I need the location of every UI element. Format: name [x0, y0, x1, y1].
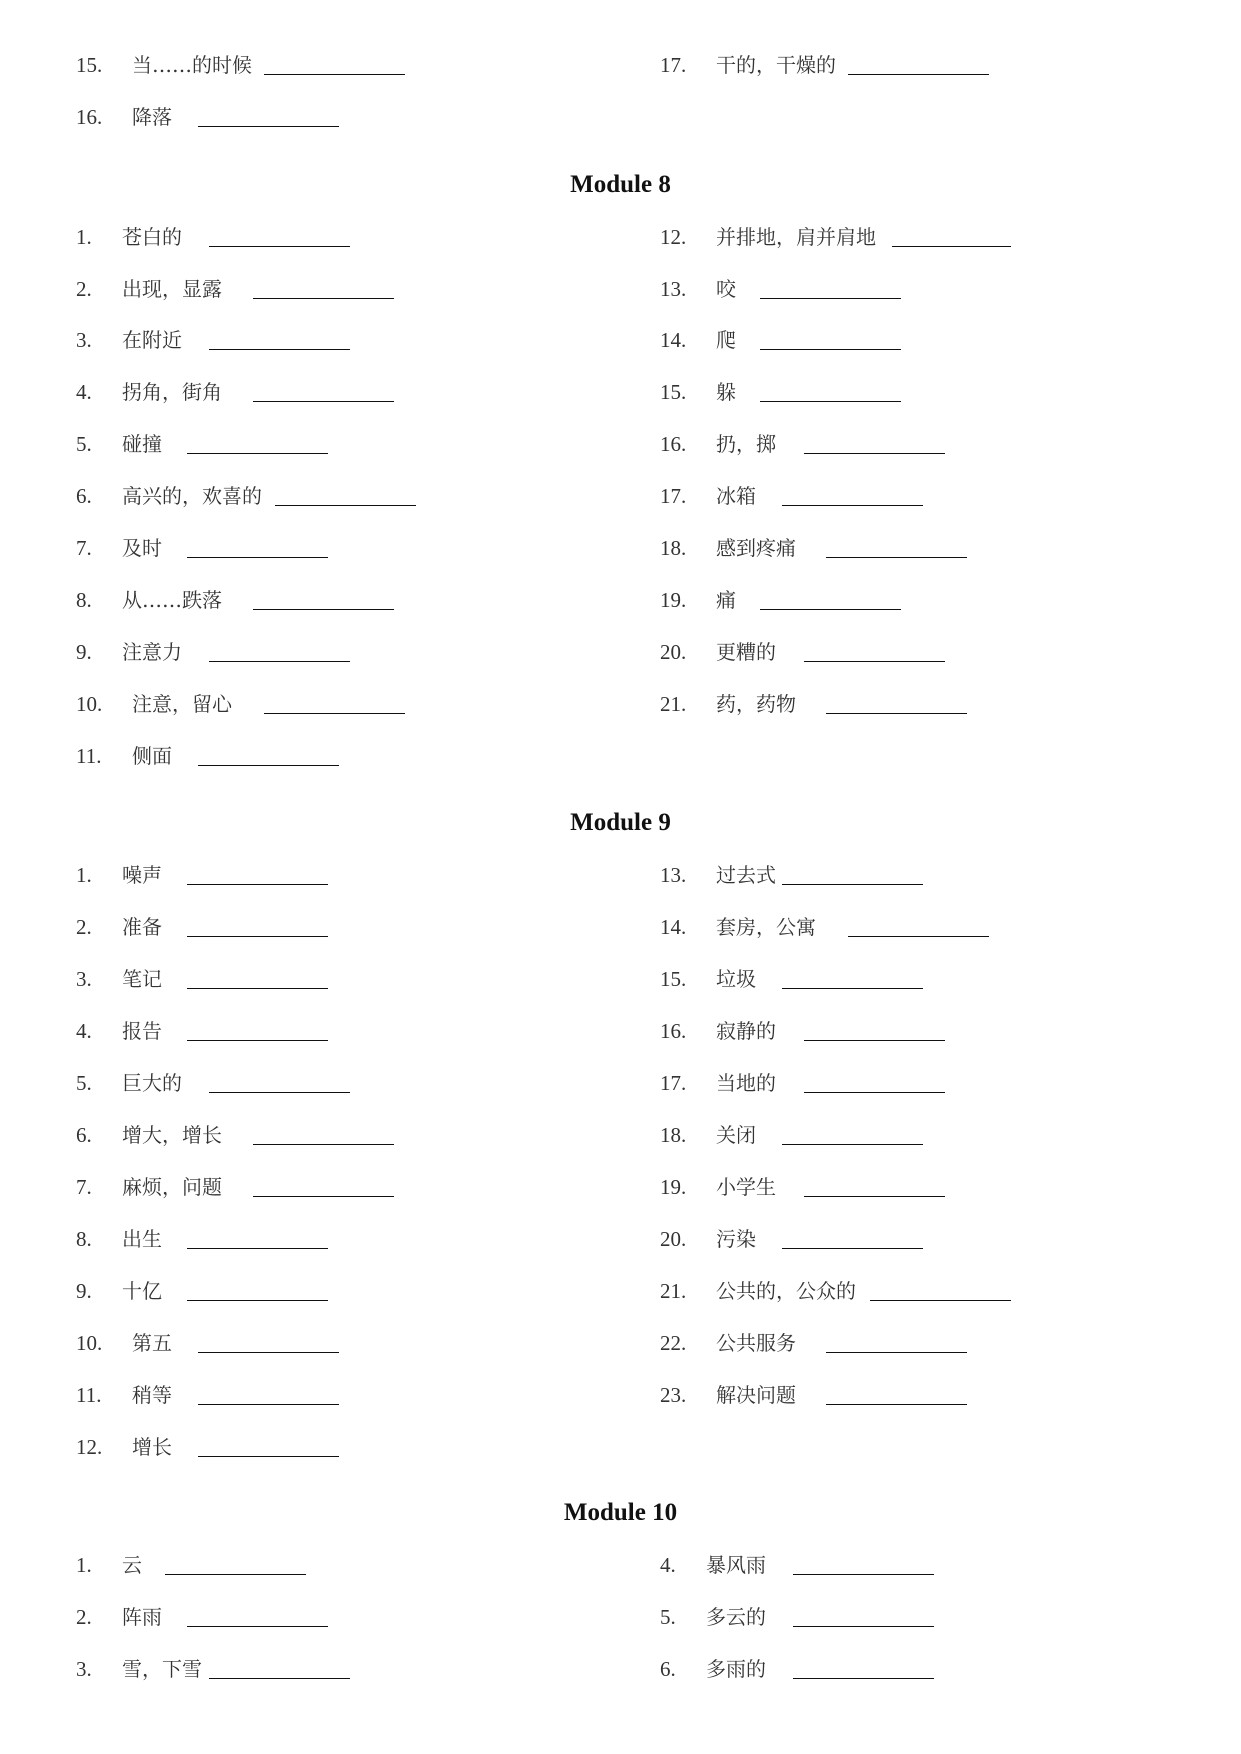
vocab-item — [660, 1603, 766, 1631]
vocab-item — [660, 1225, 756, 1253]
vocab-item — [660, 1173, 776, 1201]
item-number: 1. — [76, 863, 92, 887]
answer-blank[interactable] — [187, 557, 328, 558]
item-number: 1. — [76, 1553, 92, 1577]
item-text: 笔记 — [122, 967, 162, 991]
vocab-item — [76, 638, 182, 666]
vocab-item — [660, 1329, 796, 1357]
answer-blank[interactable] — [804, 1092, 945, 1093]
item-number: 15. — [660, 380, 687, 404]
answer-blank[interactable] — [264, 713, 405, 714]
vocab-item — [660, 223, 876, 251]
answer-blank[interactable] — [209, 246, 350, 247]
answer-blank[interactable] — [782, 988, 923, 989]
item-text: 拐角，街角 — [122, 380, 222, 404]
vocab-item — [76, 861, 162, 889]
vocab-item — [76, 586, 222, 614]
item-number: 16. — [660, 1019, 687, 1043]
vocab-item — [76, 1069, 182, 1097]
answer-blank[interactable] — [848, 74, 989, 75]
item-number: 11. — [76, 1383, 102, 1407]
vocab-item — [76, 1017, 162, 1045]
item-number: 2. — [76, 277, 92, 301]
answer-blank[interactable] — [804, 1040, 945, 1041]
item-text: 巨大的 — [122, 1071, 182, 1095]
vocab-item — [76, 1603, 162, 1631]
item-text: 噪声 — [122, 863, 162, 887]
vocab-item — [76, 1121, 222, 1149]
vocab-item — [660, 965, 756, 993]
item-text: 增长 — [132, 1435, 172, 1459]
answer-blank[interactable] — [264, 74, 405, 75]
item-text: 爬 — [716, 328, 736, 352]
answer-blank[interactable] — [826, 557, 967, 558]
answer-blank[interactable] — [209, 1092, 350, 1093]
answer-blank[interactable] — [804, 661, 945, 662]
vocab-item — [660, 378, 736, 406]
item-text: 多云的 — [706, 1605, 766, 1629]
item-number: 5. — [660, 1605, 676, 1629]
item-number: 3. — [76, 967, 92, 991]
item-number: 21. — [660, 692, 687, 716]
item-number: 11. — [76, 744, 102, 768]
item-text: 多雨的 — [706, 1657, 766, 1681]
answer-blank[interactable] — [826, 713, 967, 714]
item-text: 并排地，肩并肩地 — [716, 225, 876, 249]
answer-blank[interactable] — [253, 1144, 394, 1145]
item-number: 2. — [76, 1605, 92, 1629]
item-number: 6. — [76, 1123, 92, 1147]
answer-blank[interactable] — [760, 609, 901, 610]
item-text: 公共服务 — [716, 1331, 796, 1355]
answer-blank[interactable] — [187, 988, 328, 989]
vocab-item — [660, 638, 776, 666]
answer-blank[interactable] — [793, 1574, 934, 1575]
module-heading: Module 8 — [570, 171, 671, 198]
answer-blank[interactable] — [198, 1352, 339, 1353]
vocab-item — [76, 1277, 162, 1305]
item-number: 20. — [660, 640, 687, 664]
item-number: 15. — [660, 967, 687, 991]
vocab-item — [660, 1655, 766, 1683]
item-number: 20. — [660, 1227, 687, 1251]
item-number: 14. — [660, 915, 687, 939]
item-number: 1. — [76, 225, 92, 249]
item-number: 17. — [660, 53, 687, 77]
item-number: 10. — [76, 1331, 103, 1355]
item-number: 13. — [660, 277, 687, 301]
item-number: 5. — [76, 1071, 92, 1095]
answer-blank[interactable] — [870, 1300, 1011, 1301]
vocab-item — [76, 275, 222, 303]
item-text: 暴风雨 — [706, 1553, 766, 1577]
item-number: 7. — [76, 536, 92, 560]
item-number: 3. — [76, 1657, 92, 1681]
vocab-item — [660, 1551, 766, 1579]
item-number: 10. — [76, 692, 103, 716]
module-heading: Module 10 — [563, 1499, 678, 1526]
vocab-item — [660, 275, 736, 303]
item-text: 雪，下雪 — [122, 1657, 202, 1681]
vocab-item — [76, 103, 172, 131]
item-text: 稍等 — [132, 1383, 172, 1407]
item-number: 18. — [660, 1123, 687, 1147]
item-text: 当地的 — [716, 1071, 776, 1095]
item-number: 8. — [76, 588, 92, 612]
vocab-item — [76, 378, 222, 406]
answer-blank[interactable] — [782, 505, 923, 506]
item-text: 咬 — [716, 277, 736, 301]
item-text: 垃圾 — [716, 967, 756, 991]
vocab-item — [660, 1069, 776, 1097]
vocab-item — [660, 913, 816, 941]
item-number: 2. — [76, 915, 92, 939]
item-number: 6. — [76, 484, 92, 508]
vocab-item — [76, 913, 162, 941]
item-text: 干的，干燥的 — [716, 53, 836, 77]
item-text: 污染 — [716, 1227, 756, 1251]
vocab-item — [660, 430, 776, 458]
item-number: 7. — [76, 1175, 92, 1199]
item-text: 躲 — [716, 380, 736, 404]
item-text: 准备 — [122, 915, 162, 939]
answer-blank[interactable] — [209, 349, 350, 350]
answer-blank[interactable] — [253, 298, 394, 299]
answer-blank[interactable] — [760, 349, 901, 350]
item-text: 增大，增长 — [122, 1123, 222, 1147]
answer-blank[interactable] — [760, 401, 901, 402]
answer-blank[interactable] — [782, 1248, 923, 1249]
item-number: 16. — [76, 105, 103, 129]
item-text: 解决问题 — [716, 1383, 796, 1407]
item-text: 第五 — [132, 1331, 172, 1355]
item-number: 17. — [660, 484, 687, 508]
answer-blank[interactable] — [782, 884, 923, 885]
vocab-item — [660, 1017, 776, 1045]
item-number: 15. — [76, 53, 103, 77]
vocab-item — [660, 1381, 796, 1409]
item-number: 5. — [76, 432, 92, 456]
answer-blank[interactable] — [209, 1678, 350, 1679]
answer-blank[interactable] — [804, 1196, 945, 1197]
item-text: 出生 — [122, 1227, 162, 1251]
vocab-item — [76, 326, 182, 354]
item-text: 更糟的 — [716, 640, 776, 664]
answer-blank[interactable] — [253, 609, 394, 610]
vocab-item — [76, 1173, 222, 1201]
answer-blank[interactable] — [826, 1404, 967, 1405]
vocab-item — [660, 534, 796, 562]
vocab-item — [76, 51, 252, 79]
answer-blank[interactable] — [165, 1574, 306, 1575]
vocab-item — [76, 1655, 202, 1683]
answer-blank[interactable] — [187, 1300, 328, 1301]
item-text: 注意，留心 — [132, 692, 232, 716]
item-text: 套房，公寓 — [716, 915, 816, 939]
item-text: 侧面 — [132, 744, 172, 768]
vocab-item — [76, 534, 162, 562]
item-text: 痛 — [716, 588, 736, 612]
answer-blank[interactable] — [187, 936, 328, 937]
item-number: 17. — [660, 1071, 687, 1095]
vocab-item — [660, 861, 776, 889]
vocab-item — [660, 51, 836, 79]
item-number: 9. — [76, 640, 92, 664]
item-text: 注意力 — [122, 640, 182, 664]
answer-blank[interactable] — [253, 401, 394, 402]
item-text: 云 — [122, 1553, 142, 1577]
module-heading: Module 9 — [570, 809, 671, 836]
answer-blank[interactable] — [793, 1678, 934, 1679]
answer-blank[interactable] — [209, 661, 350, 662]
item-number: 12. — [76, 1435, 103, 1459]
item-text: 麻烦，问题 — [122, 1175, 222, 1199]
item-text: 从……跌落 — [122, 588, 222, 612]
answer-blank[interactable] — [826, 1352, 967, 1353]
answer-blank[interactable] — [198, 126, 339, 127]
vocab-item — [76, 430, 162, 458]
item-number: 23. — [660, 1383, 687, 1407]
item-text: 及时 — [122, 536, 162, 560]
item-text: 小学生 — [716, 1175, 776, 1199]
answer-blank[interactable] — [253, 1196, 394, 1197]
item-text: 过去式 — [716, 863, 776, 887]
vocab-item — [660, 482, 756, 510]
item-text: 关闭 — [716, 1123, 756, 1147]
item-text: 公共的，公众的 — [716, 1279, 856, 1303]
item-text: 当……的时候 — [132, 53, 252, 77]
answer-blank[interactable] — [198, 765, 339, 766]
item-number: 16. — [660, 432, 687, 456]
answer-blank[interactable] — [275, 505, 416, 506]
item-number: 18. — [660, 536, 687, 560]
answer-blank[interactable] — [198, 1404, 339, 1405]
item-text: 高兴的，欢喜的 — [122, 484, 262, 508]
item-text: 碰撞 — [122, 432, 162, 456]
item-text: 在附近 — [122, 328, 182, 352]
answer-blank[interactable] — [892, 246, 1011, 247]
item-number: 6. — [660, 1657, 676, 1681]
item-text: 阵雨 — [122, 1605, 162, 1629]
answer-blank[interactable] — [187, 453, 328, 454]
vocab-item — [76, 690, 232, 718]
item-number: 4. — [76, 380, 92, 404]
vocab-item — [660, 1277, 856, 1305]
item-text: 出现，显露 — [122, 277, 222, 301]
vocab-item — [660, 690, 796, 718]
vocab-item — [660, 586, 736, 614]
answer-blank[interactable] — [187, 1248, 328, 1249]
vocab-item — [76, 742, 172, 770]
item-number: 19. — [660, 588, 687, 612]
item-text: 降落 — [132, 105, 172, 129]
vocab-item — [76, 223, 182, 251]
vocab-item — [660, 1121, 756, 1149]
item-number: 14. — [660, 328, 687, 352]
answer-blank[interactable] — [187, 1040, 328, 1041]
item-text: 感到疼痛 — [716, 536, 796, 560]
answer-blank[interactable] — [187, 1626, 328, 1627]
vocab-item — [76, 1433, 172, 1461]
vocab-item — [76, 965, 162, 993]
item-text: 扔，掷 — [716, 432, 776, 456]
item-text: 药，药物 — [716, 692, 796, 716]
vocab-item — [76, 1381, 172, 1409]
item-number: 13. — [660, 863, 687, 887]
answer-blank[interactable] — [848, 936, 989, 937]
item-number: 8. — [76, 1227, 92, 1251]
answer-blank[interactable] — [804, 453, 945, 454]
item-text: 报告 — [122, 1019, 162, 1043]
item-number: 4. — [660, 1553, 676, 1577]
answer-blank[interactable] — [187, 884, 328, 885]
item-number: 21. — [660, 1279, 687, 1303]
answer-blank[interactable] — [198, 1456, 339, 1457]
vocab-item — [76, 1225, 162, 1253]
item-text: 苍白的 — [122, 225, 182, 249]
item-number: 3. — [76, 328, 92, 352]
answer-blank[interactable] — [760, 298, 901, 299]
item-number: 12. — [660, 225, 687, 249]
item-text: 寂静的 — [716, 1019, 776, 1043]
answer-blank[interactable] — [782, 1144, 923, 1145]
item-number: 9. — [76, 1279, 92, 1303]
vocab-item — [76, 1329, 172, 1357]
item-number: 4. — [76, 1019, 92, 1043]
vocab-item — [660, 326, 736, 354]
item-text: 冰箱 — [716, 484, 756, 508]
vocab-item — [76, 482, 262, 510]
vocab-item — [76, 1551, 142, 1579]
answer-blank[interactable] — [793, 1626, 934, 1627]
item-text: 十亿 — [122, 1279, 162, 1303]
item-number: 22. — [660, 1331, 687, 1355]
item-number: 19. — [660, 1175, 687, 1199]
